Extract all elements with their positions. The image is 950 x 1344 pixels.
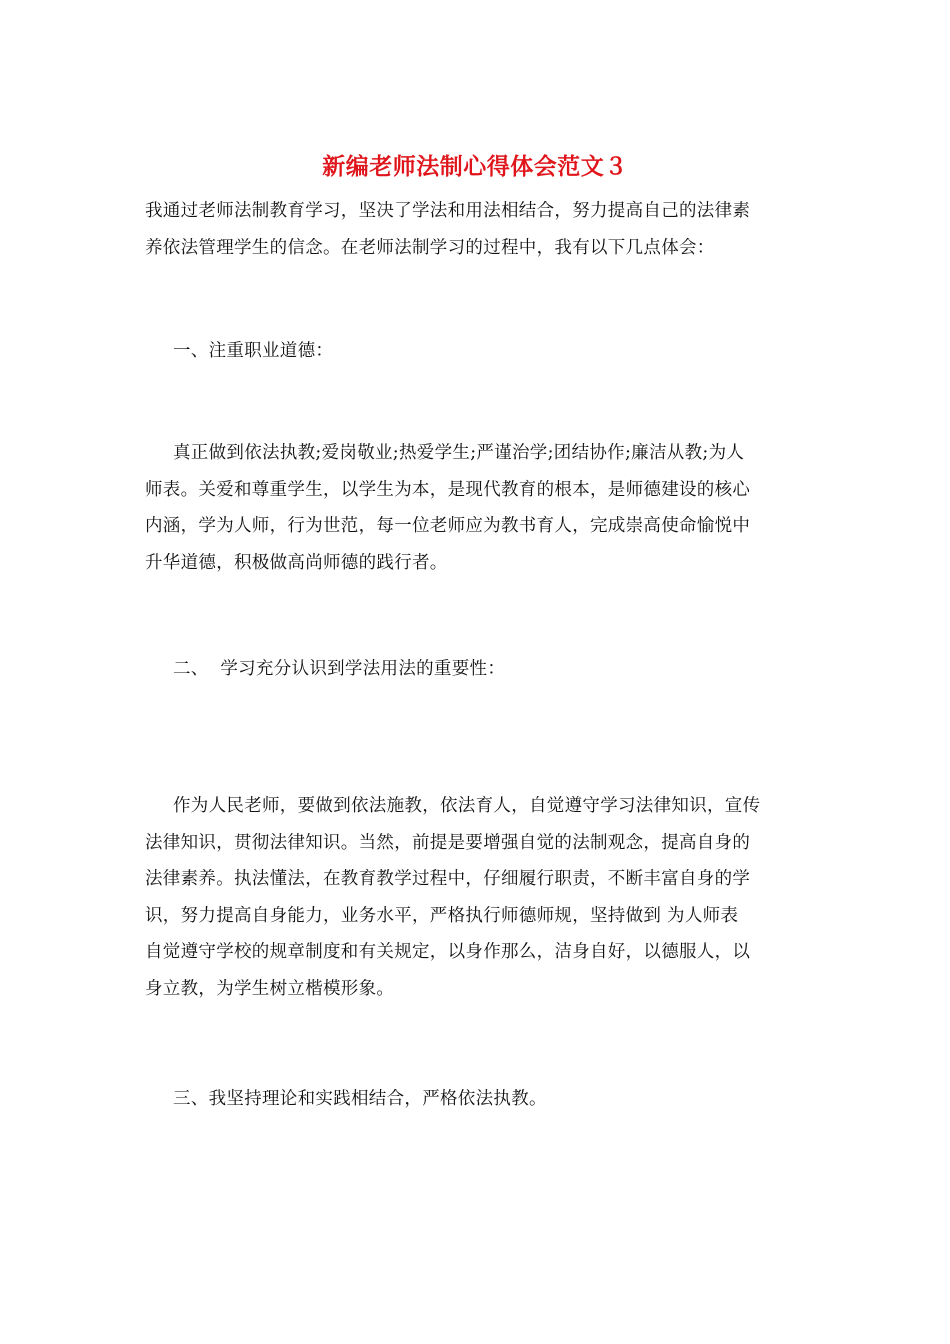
document-title: 新编老师法制心得体会范文３	[322, 153, 628, 180]
text-line: 升华道德，积极做高尚师德的践行者。	[145, 552, 448, 573]
section-paragraph-1	[145, 435, 810, 581]
text-line: 识，努力提高自身能力，业务水平，严格执行师德师规，坚持做到 为人师表	[145, 905, 739, 926]
section-paragraph-2	[145, 788, 810, 1007]
heading-text: 一、注重职业道德：	[173, 341, 334, 361]
text-line: 作为人民老师，要做到依法施教，依法育人，自觉遵守学习法律知识，宣传	[173, 796, 761, 816]
text-line: 内涵，学为人师，行为世范，每一位老师应为教书育人，完成崇高使命愉悦中	[145, 516, 751, 536]
heading-text: 三、我坚持理论和实践相结合，严格依法执教。	[173, 1089, 547, 1109]
text-line: 真正做到依法执教;爱岗敬业;热爱学生;严谨治学;团结协作;廉洁从教;为人	[173, 443, 745, 463]
text-line: 法律知识，贯彻法律知识。当然，前提是要增强自觉的法制观念，提高自身的	[145, 832, 751, 853]
text-line: 养依法管理学生的信念。在老师法制学习的过程中，我有以下几点体会：	[145, 237, 715, 258]
section-heading-2	[145, 651, 810, 688]
text-line: 我通过老师法制教育学习，坚决了学法和用法相结合，努力提高自己的法律素	[145, 201, 751, 221]
intro-paragraph	[145, 193, 810, 266]
text-line: 身立教，为学生树立楷模形象。	[145, 978, 395, 999]
section-heading-3	[145, 1081, 810, 1118]
heading-text: 二、 学习充分认识到学法用法的重要性：	[173, 659, 506, 679]
text-line: 自觉遵守学校的规章制度和有关规定，以身作那么，洁身自好，以德服人，以	[145, 942, 751, 962]
section-heading-1	[145, 333, 810, 370]
text-line: 师表。关爱和尊重学生，以学生为本，是现代教育的根本，是师德建设的核心	[145, 479, 751, 500]
text-line: 法律素养。执法懂法，在教育教学过程中，仔细履行职责，不断丰富自身的学	[145, 869, 751, 889]
